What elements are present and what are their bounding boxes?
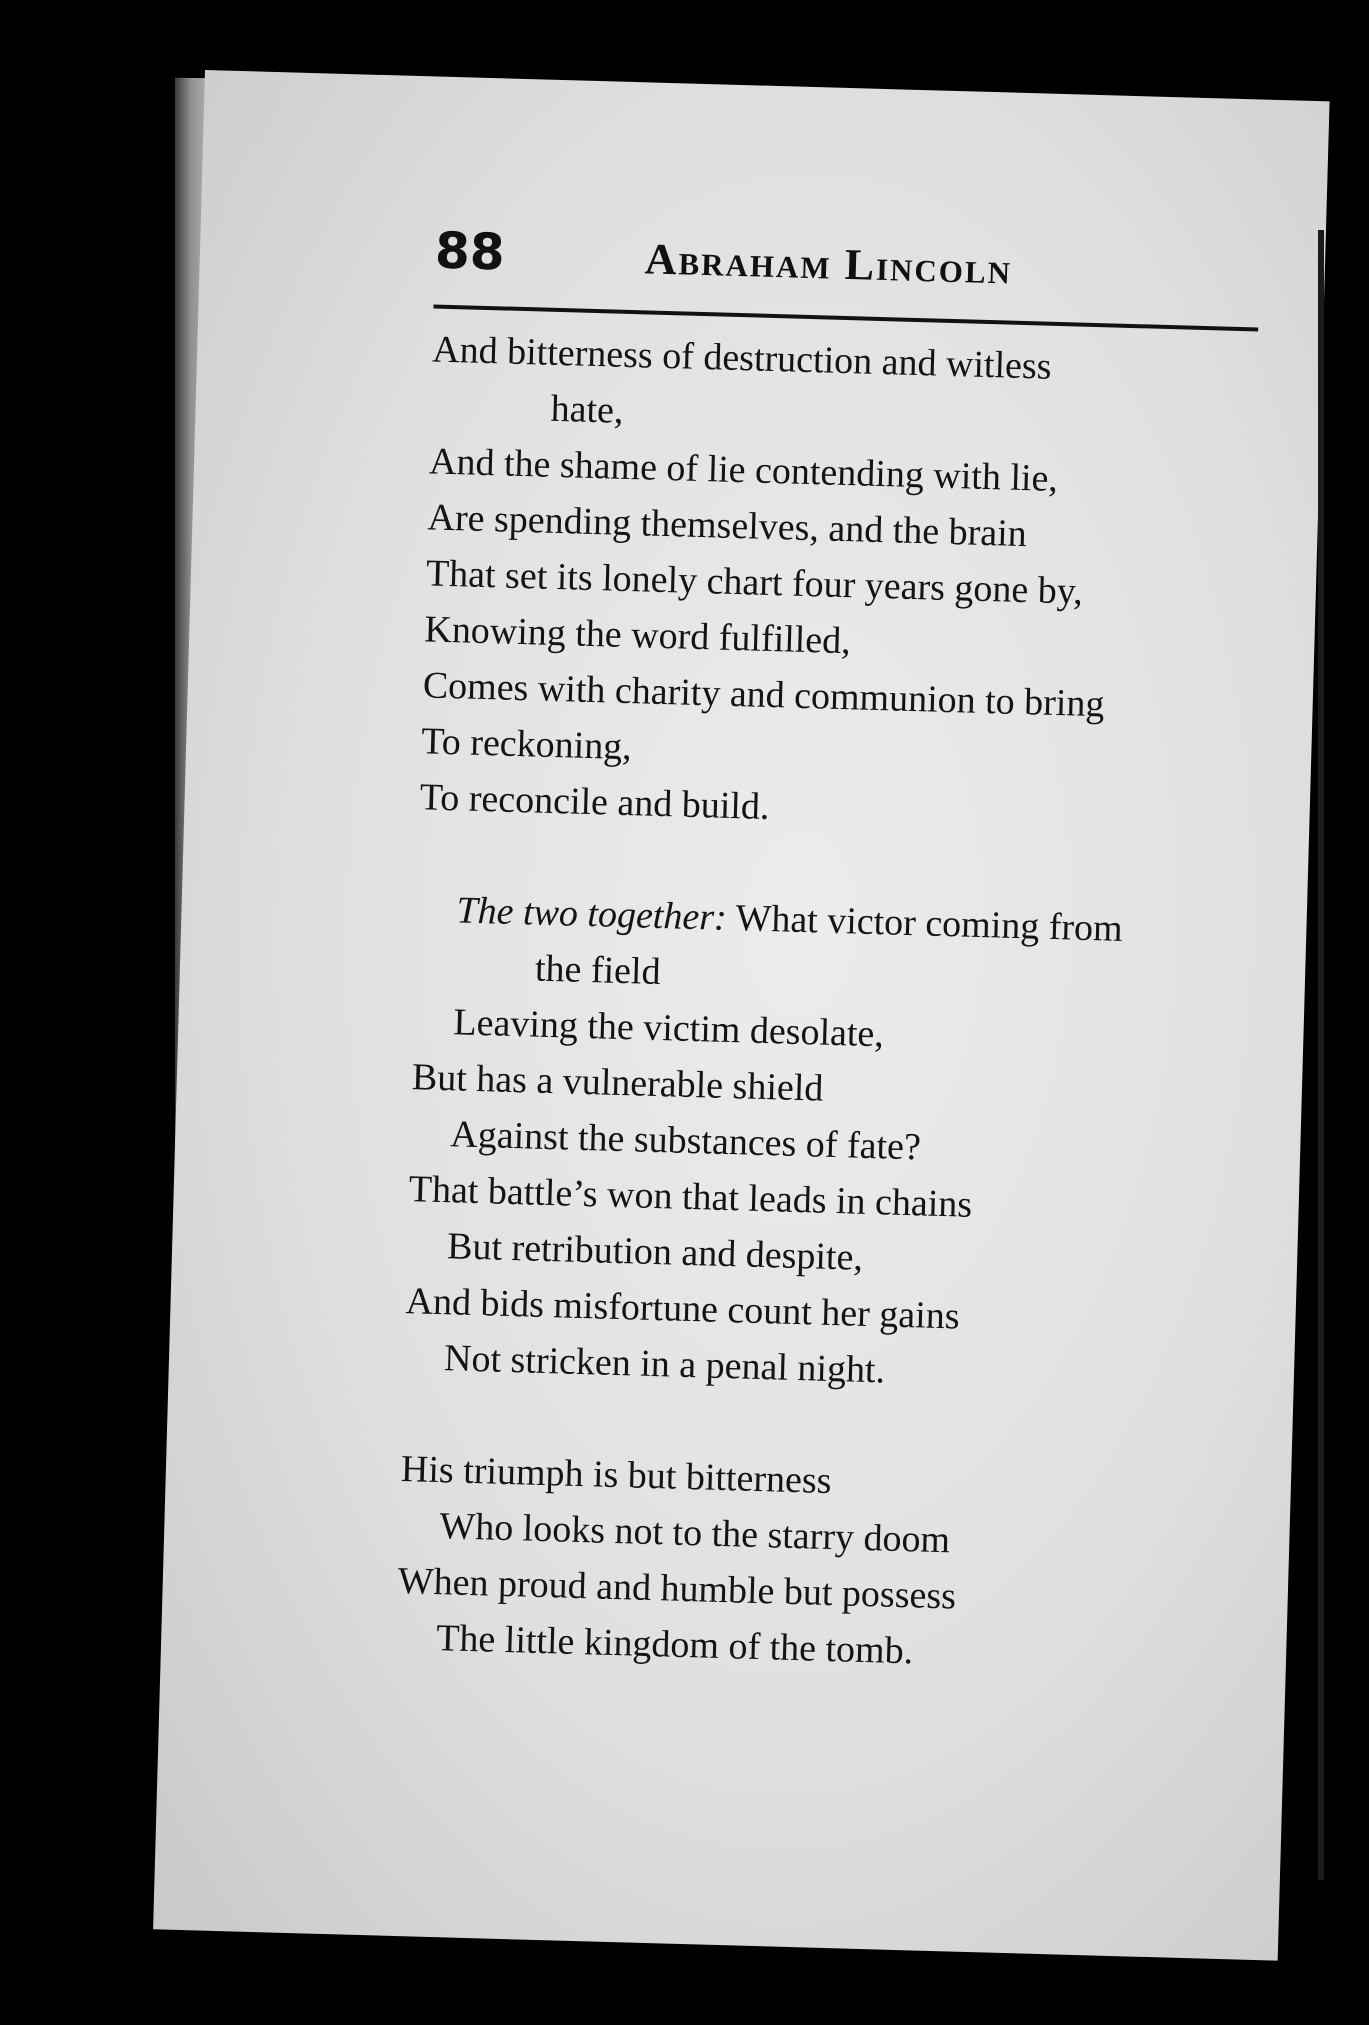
book-page	[153, 70, 1329, 1961]
poem-line: And bitterness of destruction and witless	[431, 328, 1053, 388]
poem-line: But retribution and despite,	[446, 1225, 864, 1279]
poem-line: The little kingdom of the tomb.	[435, 1617, 914, 1673]
running-title: Abraham Lincoln	[644, 234, 1013, 294]
poem-line: Who looks not to the starry doom	[438, 1505, 951, 1562]
page-number: 88	[434, 221, 506, 282]
poem-line: To reconcile and build.	[419, 776, 771, 829]
poem-line: Leaving the victim desolate,	[452, 1001, 885, 1056]
poem-line: Knowing the word fulfilled,	[423, 608, 852, 663]
poem-line-text: What victor coming from	[734, 897, 1124, 950]
speaker-label: The two together:	[456, 889, 728, 939]
poem-line: To reckoning,	[420, 720, 633, 769]
poem-line: That set its lonely chart four years gone by,	[425, 552, 1084, 613]
poem-line: the field	[534, 947, 662, 994]
poem-line: When proud and humble but possess	[397, 1559, 957, 1618]
poem-line: That battle’s won that leads in chains	[408, 1168, 973, 1226]
poem-line: And the shame of lie contending with lie,	[428, 440, 1059, 500]
poem-line: His triumph is but bitterness	[400, 1448, 833, 1503]
poem-line: But has a vulnerable shield	[411, 1056, 824, 1110]
poem-line: Not stricken in a penal night.	[443, 1337, 886, 1392]
poem-line: And bids misfortune count her gains	[405, 1280, 961, 1338]
poem-line: hate,	[550, 387, 625, 432]
poem-text	[396, 321, 1263, 1688]
poem-line: Comes with charity and communion to bring	[422, 664, 1106, 726]
poem-line: Are spending themselves, and the brain	[427, 496, 1028, 556]
poem-line: Against the substances of fate?	[449, 1113, 922, 1169]
page-edge	[1318, 230, 1324, 1880]
